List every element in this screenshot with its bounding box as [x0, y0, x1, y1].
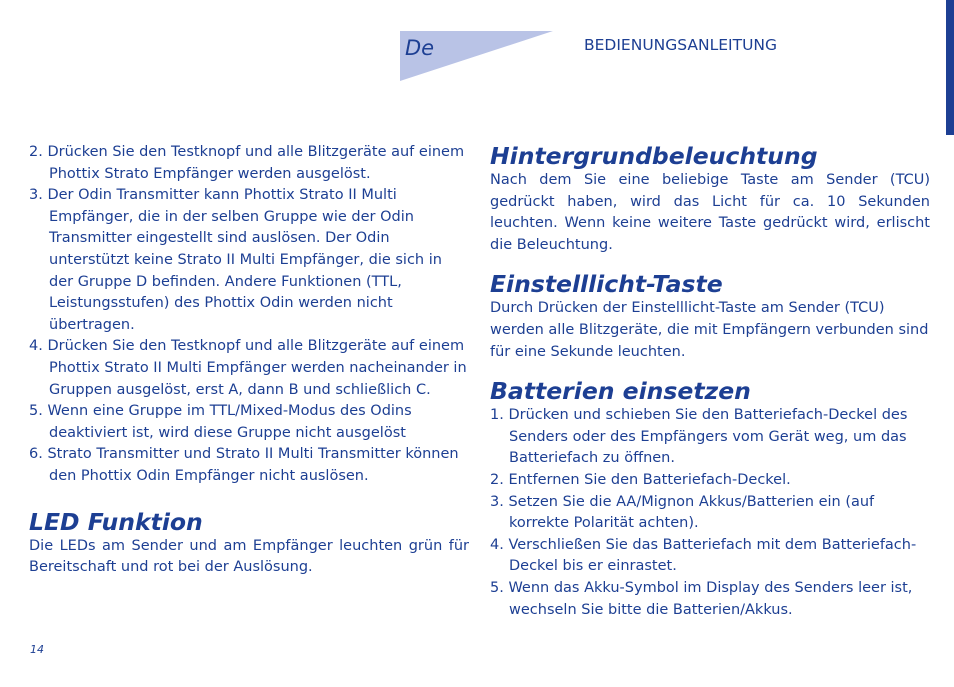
batteries-list [490, 405, 930, 621]
list-item: 4. Verschließen Sie das Batteriefach mit dem Batteriefach-Deckel bis er einrastet. [490, 536, 917, 575]
led-section [29, 508, 469, 579]
modeling-light-section [490, 270, 930, 363]
list-item: 5. Wenn eine Gruppe im TTL/Mixed-Modus des Odins deaktiviert ist, wird diese Gruppe nicht ausgelöst [29, 403, 412, 441]
led-heading: LED Funktion [29, 507, 203, 536]
list-item: 5. Wenn das Akku-Symbol im Display des Senders leer ist, wechseln Sie bitte die Batterien/Akkus. [490, 579, 913, 618]
page-number: 14 [30, 643, 44, 656]
backlight-heading: Hintergrundbeleuchtung [490, 142, 818, 170]
language-code: De [405, 36, 435, 60]
led-text: Die LEDs am Sender und am Empfänger leuchten grün für Bereitschaft und rot bei der Auslösung. [29, 537, 469, 576]
list-item: 3. Setzen Sie die AA/Mignon Akkus/Batterien ein (auf korrekte Polarität achten). [490, 493, 875, 532]
backlight-text: Nach dem Sie eine beliebige Taste am Sender (TCU) gedrückt haben, wird das Licht für ca. 10 Sekunden leuchten. Wenn keine weitere Taste gedrückt wird, erlischt die Beleuchtung. [490, 172, 930, 253]
modeling-light-heading: Einstelllicht-Taste [490, 270, 723, 299]
document-title: BEDIENUNGSANLEITUNG [584, 36, 778, 54]
left-column [29, 142, 469, 579]
batteries-section [490, 377, 930, 621]
language-tab [400, 31, 553, 81]
edge-marker [946, 0, 954, 135]
right-column [490, 142, 930, 621]
backlight-section [490, 142, 930, 256]
list-item: 3. Der Odin Transmitter kann Phottix Strato II Multi Empfänger, die in der selben Gruppe wie der Odin Transmitter eingestellt sind auslösen. Der Odin unterstützt keine Strato II Multi Empfänger, die sich in der Gruppe D befinden. Andere Funktionen (TTL, Leistungsstufen) des Phottix Odin werden nicht übertragen. [29, 187, 442, 333]
list-item: 1. Drücken und schieben Sie den Batteriefach-Deckel des Senders oder des Empfängers vom Gerät weg, um das Batteriefach zu öffnen. [490, 407, 908, 467]
list-item: 6. Strato Transmitter und Strato II Multi Transmitter können den Phottix Odin Empfänger nicht auslösen. [29, 446, 459, 484]
strato-compatibility-list [29, 142, 469, 488]
list-item: 4. Drücken Sie den Testknopf und alle Blitzgeräte auf einem Phottix Strato II Multi Empfänger werden nacheinander in Gruppen ausgelöst, erst A, dann B und schließlich C. [29, 338, 467, 398]
list-item: 2. Entfernen Sie den Batteriefach-Deckel. [490, 471, 791, 488]
batteries-heading: Batterien einsetzen [490, 377, 751, 406]
modeling-light-text: Durch Drücken der Einstelllicht-Taste am Sender (TCU) werden alle Blitzgeräte, die mit Empfängern verbunden sind für eine Sekunde leuchten. [490, 300, 929, 360]
list-item: 2. Drücken Sie den Testknopf und alle Blitzgeräte auf einem Phottix Strato Empfänger werden ausgelöst. [29, 144, 465, 182]
